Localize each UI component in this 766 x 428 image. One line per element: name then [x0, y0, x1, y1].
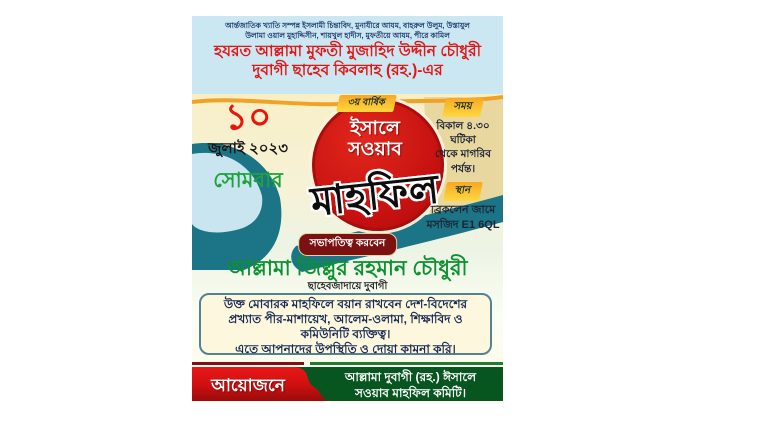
event-name-main: মাহফিল	[308, 167, 442, 225]
details-line3: কমিউনিটি ব্যক্তিত্ব।	[300, 327, 391, 341]
time-line2: থেকে মাগরিব পর্যন্ত।	[435, 148, 491, 175]
chair-subtitle: ছাহেবজাদায়ে দুবাগী	[307, 281, 388, 292]
event-name	[312, 118, 438, 161]
event-name-line2: সওয়াব	[348, 139, 402, 161]
footer-accent-stripe-green	[310, 362, 503, 365]
edition-ribbon: ৩য় বার্ষিক	[336, 95, 397, 112]
honorifics-line2: উলামা ওয়াল মুহাদ্দিসীন, শায়খুল হাদীস, মুফতীয়ে আযম, পীরে কামিল	[245, 31, 450, 41]
venue-line2: মসজিদ E1 6QL	[426, 218, 500, 231]
footer-accent-stripe-red	[192, 362, 304, 365]
date-month-year: জুলাই ২০২৩	[208, 139, 288, 157]
time-line1: বিকাল ৪.৩০ ঘটিকা	[436, 120, 490, 147]
date-weekday: সোমবার	[213, 168, 283, 192]
chair-name: আল্লামা জিল্লুর রহমান চৌধুরী	[227, 257, 468, 280]
details-line4: এতে আপনাদের উপস্থিতি ও দোয়া কামনা করি।	[235, 342, 456, 356]
time-label-ribbon: সময়	[442, 98, 484, 117]
poster-title	[192, 43, 503, 81]
honorifics-text	[192, 16, 503, 41]
date-day: ১০	[224, 96, 272, 137]
title-line2: দুবাগী ছাহেব কিবলাহ (রহ.)-এর	[252, 62, 443, 80]
title-line1: হযরত আল্লামা মুফতী মুজাহিদ উদ্দীন চৌধুরী	[213, 43, 482, 61]
honorifics-line1: আর্ন্তজাতিক খ্যাতি সম্পন্ন ইসলামী চিন্তাবিদ, মুনাযীরে আযম, বাহরুল উলুম, উস্তাযুল	[225, 21, 470, 30]
organizer-line1: আল্লামা দুবাগী (রহ.) ঈসালে	[344, 370, 477, 384]
details-line1: উক্ত মোবারক মাহফিলে বয়ান রাখবেন দেশ-বিদেশের	[223, 297, 468, 311]
details-box	[199, 293, 492, 355]
venue-line1: ব্রিকলেন জামে	[430, 203, 496, 216]
venue-label-ribbon: স্থান	[443, 182, 483, 201]
poster-body	[192, 94, 503, 361]
footer-bar	[192, 367, 503, 401]
event-name-line1: ইসালে	[350, 118, 400, 139]
organizer-label: আয়োজনে	[211, 376, 285, 395]
poster-header	[192, 16, 503, 94]
chair-badge: সভাপতিত্ব করবেন	[298, 233, 398, 256]
organizer-line2: সওয়াব মাহফিল কমিটি।	[354, 385, 466, 400]
event-poster	[192, 16, 503, 402]
details-line2: প্রখ্যাত পীর-মাশায়েখ, আলেম-ওলামা, শিক্ষাবিদ ও	[228, 312, 463, 326]
organizer-name	[320, 370, 501, 401]
